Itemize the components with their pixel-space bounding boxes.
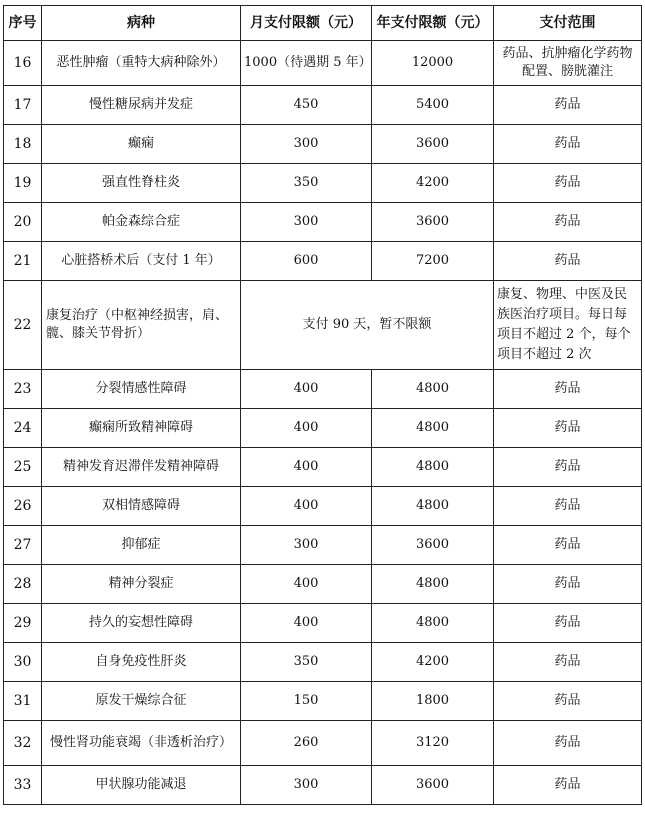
row-seq: 31 [4, 682, 42, 721]
row-seq: 21 [4, 242, 42, 281]
row-disease: 慢性糖尿病并发症 [42, 86, 241, 125]
row-disease: 甲状腺功能减退 [42, 766, 241, 805]
row-yearly-limit: 4800 [372, 448, 494, 487]
row-combined-limit: 支付 90 天，暂不限额 [241, 281, 494, 370]
table-row [4, 448, 642, 487]
row-seq: 27 [4, 526, 42, 565]
row-payment-scope: 药品 [494, 565, 642, 604]
table-row [4, 242, 642, 281]
table-row [4, 643, 642, 682]
row-disease: 强直性脊柱炎 [42, 164, 241, 203]
row-payment-scope: 药品 [494, 682, 642, 721]
row-disease: 原发干燥综合征 [42, 682, 241, 721]
row-monthly-limit: 400 [241, 448, 372, 487]
row-seq: 16 [4, 41, 42, 86]
row-payment-scope: 康复、物理、中医及民族医治疗项目。每日每项目不超过 2 个，每个项目不超过 2 次 [494, 281, 642, 370]
row-payment-scope: 药品 [494, 604, 642, 643]
row-seq: 25 [4, 448, 42, 487]
row-monthly-limit: 300 [241, 203, 372, 242]
row-payment-scope: 药品 [494, 164, 642, 203]
row-monthly-limit: 400 [241, 370, 372, 409]
row-seq: 19 [4, 164, 42, 203]
row-seq: 33 [4, 766, 42, 805]
row-yearly-limit: 3600 [372, 766, 494, 805]
row-payment-scope: 药品 [494, 203, 642, 242]
table-row [4, 370, 642, 409]
row-yearly-limit: 4800 [372, 565, 494, 604]
table-row [4, 487, 642, 526]
row-yearly-limit: 1800 [372, 682, 494, 721]
row-seq: 23 [4, 370, 42, 409]
table-row [4, 281, 642, 370]
row-yearly-limit: 4800 [372, 409, 494, 448]
row-disease: 恶性肿瘤（重特大病种除外） [42, 41, 241, 86]
row-disease: 心脏搭桥术后（支付 1 年） [42, 242, 241, 281]
row-yearly-limit: 5400 [372, 86, 494, 125]
row-monthly-limit: 400 [241, 565, 372, 604]
row-disease: 帕金森综合症 [42, 203, 241, 242]
row-payment-scope: 药品 [494, 721, 642, 766]
row-payment-scope: 药品 [494, 643, 642, 682]
row-payment-scope: 药品 [494, 448, 642, 487]
row-monthly-limit: 300 [241, 526, 372, 565]
row-yearly-limit: 3600 [372, 526, 494, 565]
row-yearly-limit: 4200 [372, 164, 494, 203]
row-disease: 康复治疗（中枢神经损害，肩、髋、膝关节骨折） [42, 281, 241, 370]
table-row [4, 565, 642, 604]
row-seq: 18 [4, 125, 42, 164]
header-disease: 病种 [42, 6, 241, 41]
row-monthly-limit: 400 [241, 409, 372, 448]
row-yearly-limit: 4800 [372, 604, 494, 643]
table-row [4, 766, 642, 805]
row-disease: 自身免疫性肝炎 [42, 643, 241, 682]
table-row [4, 526, 642, 565]
row-disease: 精神分裂症 [42, 565, 241, 604]
table-row [4, 409, 642, 448]
row-disease: 双相情感障碍 [42, 487, 241, 526]
row-seq: 24 [4, 409, 42, 448]
row-payment-scope: 药品 [494, 487, 642, 526]
row-payment-scope: 药品 [494, 242, 642, 281]
row-monthly-limit: 400 [241, 487, 372, 526]
row-seq: 32 [4, 721, 42, 766]
table-row [4, 203, 642, 242]
row-monthly-limit: 260 [241, 721, 372, 766]
table-row [4, 682, 642, 721]
row-seq: 30 [4, 643, 42, 682]
row-disease: 抑郁症 [42, 526, 241, 565]
table-row [4, 41, 642, 86]
row-payment-scope: 药品 [494, 526, 642, 565]
row-payment-scope: 药品、抗肿瘤化学药物配置、膀胱灌注 [494, 41, 642, 86]
row-seq: 28 [4, 565, 42, 604]
row-disease: 持久的妄想性障碍 [42, 604, 241, 643]
row-yearly-limit: 4800 [372, 487, 494, 526]
row-disease: 癫痫所致精神障碍 [42, 409, 241, 448]
row-payment-scope: 药品 [494, 86, 642, 125]
row-yearly-limit: 3600 [372, 125, 494, 164]
row-payment-scope: 药品 [494, 370, 642, 409]
row-disease: 癫痫 [42, 125, 241, 164]
header-monthly-limit: 月支付限额（元） [241, 6, 372, 41]
row-disease: 精神发育迟滞伴发精神障碍 [42, 448, 241, 487]
row-seq: 26 [4, 487, 42, 526]
row-monthly-limit: 150 [241, 682, 372, 721]
row-seq: 20 [4, 203, 42, 242]
row-payment-scope: 药品 [494, 409, 642, 448]
row-payment-scope: 药品 [494, 125, 642, 164]
row-seq: 17 [4, 86, 42, 125]
header-seq: 序号 [4, 6, 42, 41]
row-monthly-limit: 300 [241, 766, 372, 805]
table-row [4, 721, 642, 766]
header-yearly-limit: 年支付限额（元） [372, 6, 494, 41]
header-row [4, 6, 642, 41]
row-monthly-limit: 600 [241, 242, 372, 281]
row-yearly-limit: 3600 [372, 203, 494, 242]
row-monthly-limit: 350 [241, 164, 372, 203]
row-payment-scope: 药品 [494, 766, 642, 805]
table-row [4, 164, 642, 203]
row-yearly-limit: 4200 [372, 643, 494, 682]
table-row [4, 604, 642, 643]
row-seq: 29 [4, 604, 42, 643]
header-payment-scope: 支付范围 [494, 6, 642, 41]
payment-limit-table [3, 5, 642, 805]
row-yearly-limit: 7200 [372, 242, 494, 281]
row-yearly-limit: 12000 [372, 41, 494, 86]
row-seq: 22 [4, 281, 42, 370]
row-monthly-limit: 350 [241, 643, 372, 682]
row-disease: 慢性肾功能衰竭（非透析治疗） [42, 721, 241, 766]
row-disease: 分裂情感性障碍 [42, 370, 241, 409]
row-monthly-limit: 450 [241, 86, 372, 125]
row-monthly-limit: 300 [241, 125, 372, 164]
table-row [4, 125, 642, 164]
row-monthly-limit: 1000（待遇期 5 年） [241, 41, 372, 86]
row-yearly-limit: 4800 [372, 370, 494, 409]
table-row [4, 86, 642, 125]
row-monthly-limit: 400 [241, 604, 372, 643]
row-yearly-limit: 3120 [372, 721, 494, 766]
